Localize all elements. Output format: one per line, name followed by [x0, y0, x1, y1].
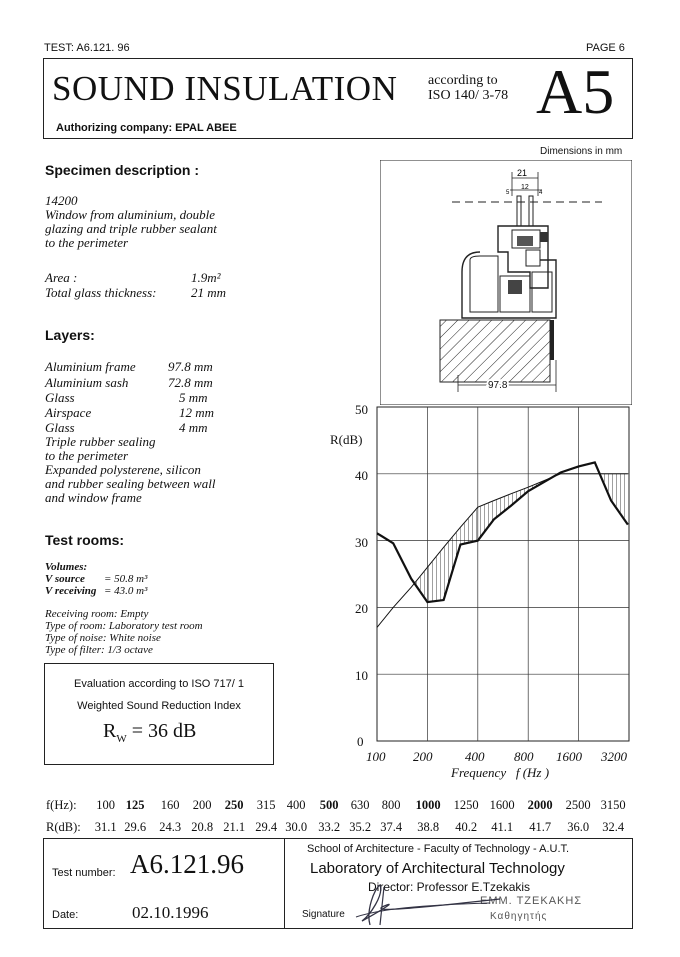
- receiving-room: Receiving room: Empty: [45, 608, 149, 620]
- frequency-cell: 200: [192, 798, 212, 812]
- frequency-cell: 630: [350, 798, 370, 812]
- layer-note-3: Expanded polysterene, silicon: [45, 462, 201, 477]
- x-tick-200: 200: [413, 749, 433, 764]
- reduction-cell: 38.8: [417, 820, 440, 834]
- frequency-cell: 2000: [527, 798, 553, 812]
- frequency-cell: 3150: [600, 798, 626, 812]
- frequency-row: [46, 798, 630, 813]
- specimen-heading: Specimen description :: [45, 162, 200, 178]
- according-to: according to: [428, 73, 498, 88]
- type-of-filter: Type of filter: 1/3 octave: [45, 644, 153, 656]
- layer-value-3: 5 mm: [179, 390, 208, 405]
- reduction-cell: 30.0: [285, 820, 308, 834]
- signature-label: Signature: [302, 909, 345, 920]
- reduction-cell: 41.7: [529, 820, 552, 834]
- x-tick-100: 100: [366, 749, 386, 764]
- specimen-code: 14200: [45, 193, 78, 208]
- v-receiving-value: = 43.0 m³: [104, 585, 148, 597]
- layer-note-1: Triple rubber sealing: [45, 434, 156, 449]
- type-of-noise: Type of noise: White noise: [45, 632, 161, 644]
- area-value: 1.9m²: [191, 270, 221, 285]
- reduction-cell: 37.4: [380, 820, 403, 834]
- iso-standard: ISO 140/ 3-78: [428, 88, 509, 103]
- layer-value-1: 97.8 mm: [168, 359, 213, 374]
- reference-curve: [377, 474, 628, 628]
- dim-12: 12: [521, 184, 529, 191]
- y-tick-40: 40: [355, 468, 368, 483]
- deficiency-hatch: [611, 474, 628, 525]
- signature-scribble: [340, 881, 510, 927]
- dimensions-note: Dimensions in mm: [540, 146, 623, 157]
- layer-name-2: Aluminium sash: [45, 375, 129, 390]
- reduction-cell: 35.2: [349, 820, 372, 834]
- sound-chart: [376, 406, 630, 744]
- y-tick-10: 10: [355, 668, 368, 683]
- frequency-cell: 100: [96, 798, 115, 812]
- frequency-cell: 1000: [415, 798, 441, 812]
- frequency-cell: 125: [125, 798, 145, 812]
- layer-name-4: Airspace: [45, 405, 92, 420]
- layer-note-5: and window frame: [45, 490, 142, 505]
- reduction-cell: 21.1: [223, 820, 246, 834]
- layer-note-4: and rubber sealing between wall: [45, 476, 216, 491]
- frequency-cell: 1600: [489, 798, 515, 812]
- window-section-drawing: [380, 160, 632, 405]
- chart-frame: [377, 407, 629, 741]
- reduction-cell: 24.3: [159, 820, 182, 834]
- v-source-value: = 50.8 m³: [104, 573, 148, 585]
- laboratory-name: Laboratory of Architectural Technology: [310, 860, 565, 877]
- glass-thickness-label: Total glass thickness:: [45, 285, 157, 300]
- frequency-cell: 2500: [565, 798, 591, 812]
- evaluation-index-label: Weighted Sound Reduction Index: [77, 700, 241, 712]
- test-date: 02.10.1996: [132, 903, 209, 922]
- v-source-label: V source: [45, 573, 85, 585]
- frequency-cell: 315: [256, 798, 276, 812]
- reduction-cell: 31.1: [94, 820, 117, 834]
- layer-value-4: 12 mm: [179, 405, 215, 420]
- date-label: Date:: [52, 909, 79, 921]
- y-tick-30: 30: [355, 535, 368, 550]
- reduction-cell: 29.6: [124, 820, 147, 834]
- footer-box: [43, 838, 633, 929]
- x-tick-400: 400: [465, 749, 485, 764]
- reduction-cell: 41.1: [491, 820, 514, 834]
- area-label: Area :: [45, 270, 78, 285]
- reduction-cell: 32.4: [602, 820, 625, 834]
- frequency-cell: 400: [286, 798, 306, 812]
- chart-x-label: Frequency f (Hz ): [451, 765, 550, 780]
- reduction-cell: 36.0: [567, 820, 590, 834]
- y-tick-50: 50: [355, 402, 368, 417]
- frequency-cell: 250: [224, 798, 244, 812]
- header-box: [43, 58, 633, 139]
- test-number-label: Test number:: [52, 867, 116, 879]
- reduction-cell: 40.2: [455, 820, 478, 834]
- dim-4: 4: [539, 190, 543, 196]
- volumes-label: Volumes:: [45, 561, 88, 573]
- footer-divider: [284, 839, 285, 928]
- dim-21: 21: [517, 168, 528, 178]
- reduction-cell: 33.2: [318, 820, 341, 834]
- reduction-cell: 20.8: [191, 820, 214, 834]
- y-tick-20: 20: [355, 601, 368, 616]
- x-tick-1600: 1600: [556, 749, 582, 764]
- frequency-cell: 1250: [453, 798, 479, 812]
- type-of-room: Type of room: Laboratory test room: [45, 620, 203, 632]
- frequency-cell: 500: [319, 798, 339, 812]
- rw-symbol: R: [103, 720, 117, 742]
- director-name: Director: Professor E.Tzekakis: [368, 880, 531, 894]
- page-number: PAGE 6: [586, 42, 625, 54]
- measured-curve: [377, 462, 628, 602]
- x-tick-800: 800: [514, 749, 534, 764]
- x-tick-3200: 3200: [601, 749, 627, 764]
- specimen-desc-3: to the perimeter: [45, 235, 129, 250]
- test-code: A5: [536, 56, 615, 127]
- deficiency-hatch: [427, 547, 443, 602]
- glass-thickness-value: 21 mm: [191, 285, 227, 300]
- deficiency-hatch: [460, 507, 477, 544]
- layer-note-2: to the perimeter: [45, 448, 129, 463]
- stamp-title: Καθηγητής: [490, 911, 548, 922]
- reduction-label: R(dB):: [46, 820, 81, 834]
- frequency-cell: 160: [160, 798, 180, 812]
- dim-5: 5: [506, 190, 510, 196]
- dim-97-8: 97.8: [488, 380, 508, 391]
- layer-name-3: Glass: [45, 390, 75, 405]
- rw-subscript: W: [116, 733, 127, 745]
- chart-y-label: R(dB): [330, 432, 363, 447]
- evaluation-box: [44, 663, 274, 765]
- authorizing-company: Authorizing company: EPAL ABEE: [56, 122, 237, 134]
- layer-value-5: 4 mm: [179, 420, 208, 435]
- test-rooms-heading: Test rooms:: [45, 532, 125, 548]
- layers-heading: Layers:: [45, 327, 95, 343]
- rw-result: [103, 720, 196, 745]
- layer-name-5: Glass: [45, 420, 75, 435]
- specimen-desc-2: glazing and triple rubber sealant: [45, 221, 217, 236]
- layer-name-1: Aluminium frame: [45, 359, 136, 374]
- specimen-desc-1: Window from aluminium, double: [45, 207, 215, 222]
- v-receiving-label: V receiving: [45, 585, 97, 597]
- frequency-cell: 800: [381, 798, 401, 812]
- layer-value-2: 72.8 mm: [168, 375, 213, 390]
- y-tick-0: 0: [357, 734, 364, 749]
- frequency-label: f(Hz):: [46, 798, 77, 812]
- document-title: SOUND INSULATION: [52, 69, 398, 108]
- reduction-cell: 29.4: [255, 820, 278, 834]
- evaluation-standard: Evaluation according to ISO 717/ 1: [74, 678, 244, 690]
- rw-value: = 36 dB: [131, 720, 197, 742]
- stamp-name: ΕΜΜ. ΤΖΕΚΑΚΗΣ: [480, 895, 583, 907]
- school-name: School of Architecture - Faculty of Technology - A.U.T.: [307, 843, 570, 855]
- test-reference: TEST: A6.121. 96: [44, 42, 130, 54]
- test-number: A6.121.96: [130, 849, 244, 879]
- reduction-row: [46, 820, 630, 835]
